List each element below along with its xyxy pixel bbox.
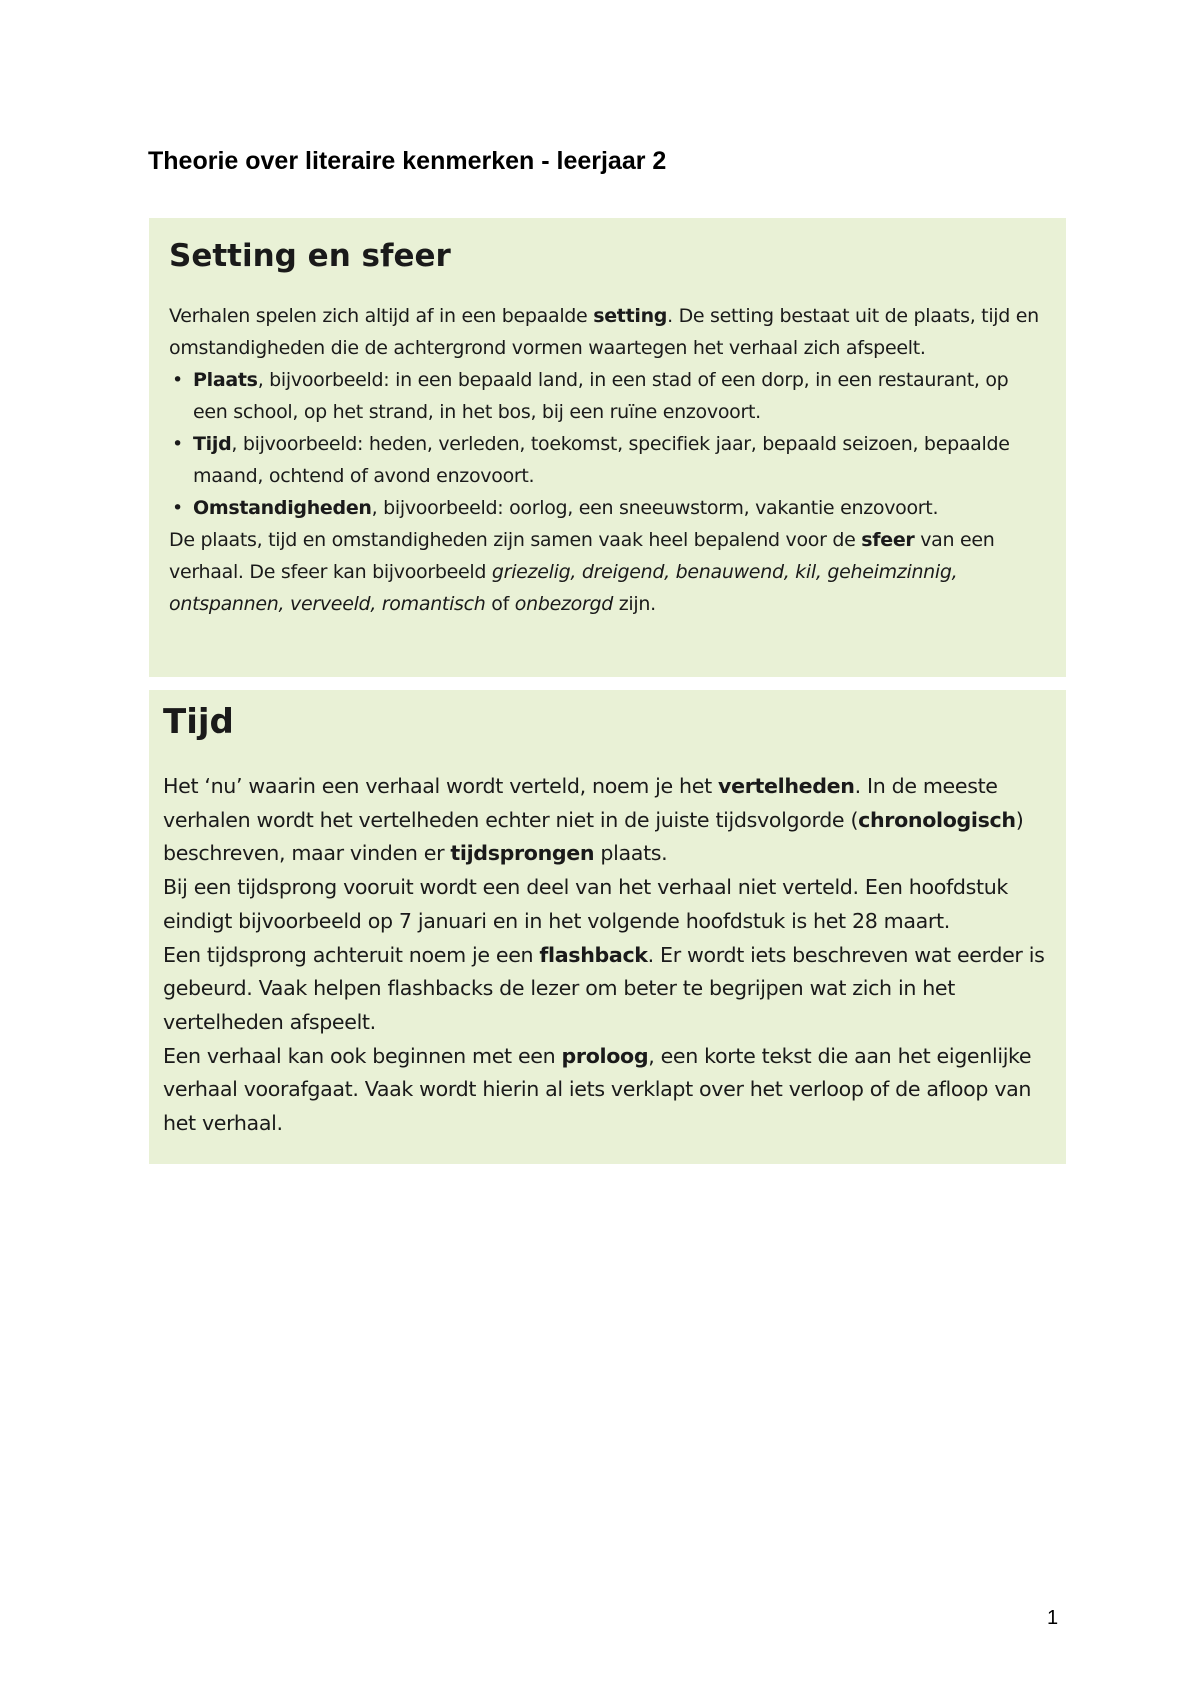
tijd-paragraph-flashback <box>163 939 1050 1040</box>
setting-bullet-list <box>169 364 1046 524</box>
setting-en-sfeer-box <box>149 218 1066 677</box>
bullet-icon: • <box>172 369 183 391</box>
page-number: 1 <box>1047 1607 1059 1629</box>
text-run: plaats. <box>594 841 668 866</box>
italic-examples: griezelig, dreigend, benauwend, kil, geheimzinnig, ontspannen, verveeld, romantisch <box>169 561 958 615</box>
tijd-body <box>163 770 1050 1141</box>
bold-term-setting: setting <box>593 305 668 327</box>
text-run: , een korte tekst die aan het eigenlijke verhaal voorafgaat. Vaak wordt hierin al iets verklapt over het verloop of de afloop van het verhaal. <box>163 1043 1032 1136</box>
italic-example-onbezorgd: onbezorgd <box>514 593 613 615</box>
bold-term-tijdsprongen: tijdsprongen <box>450 841 595 866</box>
bullet-icon: • <box>172 497 183 519</box>
bold-term-flashback: flashback <box>539 942 648 967</box>
section-heading-tijd: Tijd <box>163 702 234 742</box>
setting-body <box>169 300 1046 620</box>
tijd-paragraph-proloog <box>163 1040 1050 1141</box>
bold-term-chronologisch: chronologisch <box>858 807 1016 832</box>
text-run: Een verhaal kan ook beginnen met een <box>163 1043 562 1068</box>
bold-term-proloog: proloog <box>561 1043 649 1068</box>
text-run: Een tijdsprong achteruit noem je een <box>163 942 540 967</box>
text-run: ) beschreven, maar vinden er <box>163 807 1024 866</box>
tijd-paragraph-vertelheden <box>163 770 1050 871</box>
setting-outro-paragraph <box>169 524 1046 620</box>
bold-term-tijd: Tijd <box>193 433 232 455</box>
bullet-icon: • <box>172 433 183 455</box>
bold-term-vertelheden: vertelheden <box>718 774 855 798</box>
text-run: . De setting bestaat uit de plaats, tijd en omstandigheden die de achtergrond vormen waartegen het verhaal zich afspeelt. <box>169 305 1039 359</box>
text-run: zijn. <box>613 593 656 615</box>
bullet-item-plaats <box>169 364 1046 428</box>
tijd-paragraph-vooruit: Bij een tijdsprong vooruit wordt een deel van het verhaal niet verteld. Een hoofdstuk eindigt bijvoorbeeld op 7 januari en in het volgende hoofdstuk is het 28 maart. <box>163 875 1009 933</box>
bullet-item-omstandigheden <box>169 492 1046 524</box>
setting-intro-paragraph <box>169 300 1046 364</box>
document-title: Theorie over literaire kenmerken - leerjaar 2 <box>148 147 667 175</box>
bullet-item-tijd <box>169 428 1046 492</box>
text-run: Verhalen spelen zich altijd af in een bepaalde <box>169 305 594 327</box>
section-heading-setting: Setting en sfeer <box>169 238 451 274</box>
bold-term-sfeer: sfeer <box>861 529 915 551</box>
tijd-box <box>149 690 1066 1164</box>
text-run: De plaats, tijd en omstandigheden zijn samen vaak heel bepalend voor de <box>169 529 862 551</box>
text-run: van een verhaal. De sfeer kan bijvoorbeeld <box>169 529 995 583</box>
text-run: , bijvoorbeeld: heden, verleden, toekomst, specifiek jaar, bepaald seizoen, bepaalde maand, ochtend of avond enzovoort. <box>193 433 1010 487</box>
bold-term-omstandigheden: Omstandigheden <box>193 497 372 519</box>
text-run: , bijvoorbeeld: in een bepaald land, in een stad of een dorp, in een restaurant, op een school, op het strand, in het bos, bij een ruïne enzovoort. <box>193 369 1009 423</box>
text-run: . Er wordt iets beschreven wat eerder is gebeurd. Vaak helpen flashbacks de lezer om beter te begrijpen wat zich in het vertelheden afspeelt. <box>163 942 1045 1034</box>
text-run: , bijvoorbeeld: oorlog, een sneeuwstorm, vakantie enzovoort. <box>371 497 939 519</box>
text-run: of <box>485 593 515 615</box>
bold-term-plaats: Plaats <box>193 369 258 391</box>
text-run: Het ‘nu’ waarin een verhaal wordt verteld, noem je het <box>163 774 719 798</box>
text-run: . In de meeste verhalen wordt het vertelheden echter niet in de juiste tijdsvolgorde ( <box>163 774 998 832</box>
